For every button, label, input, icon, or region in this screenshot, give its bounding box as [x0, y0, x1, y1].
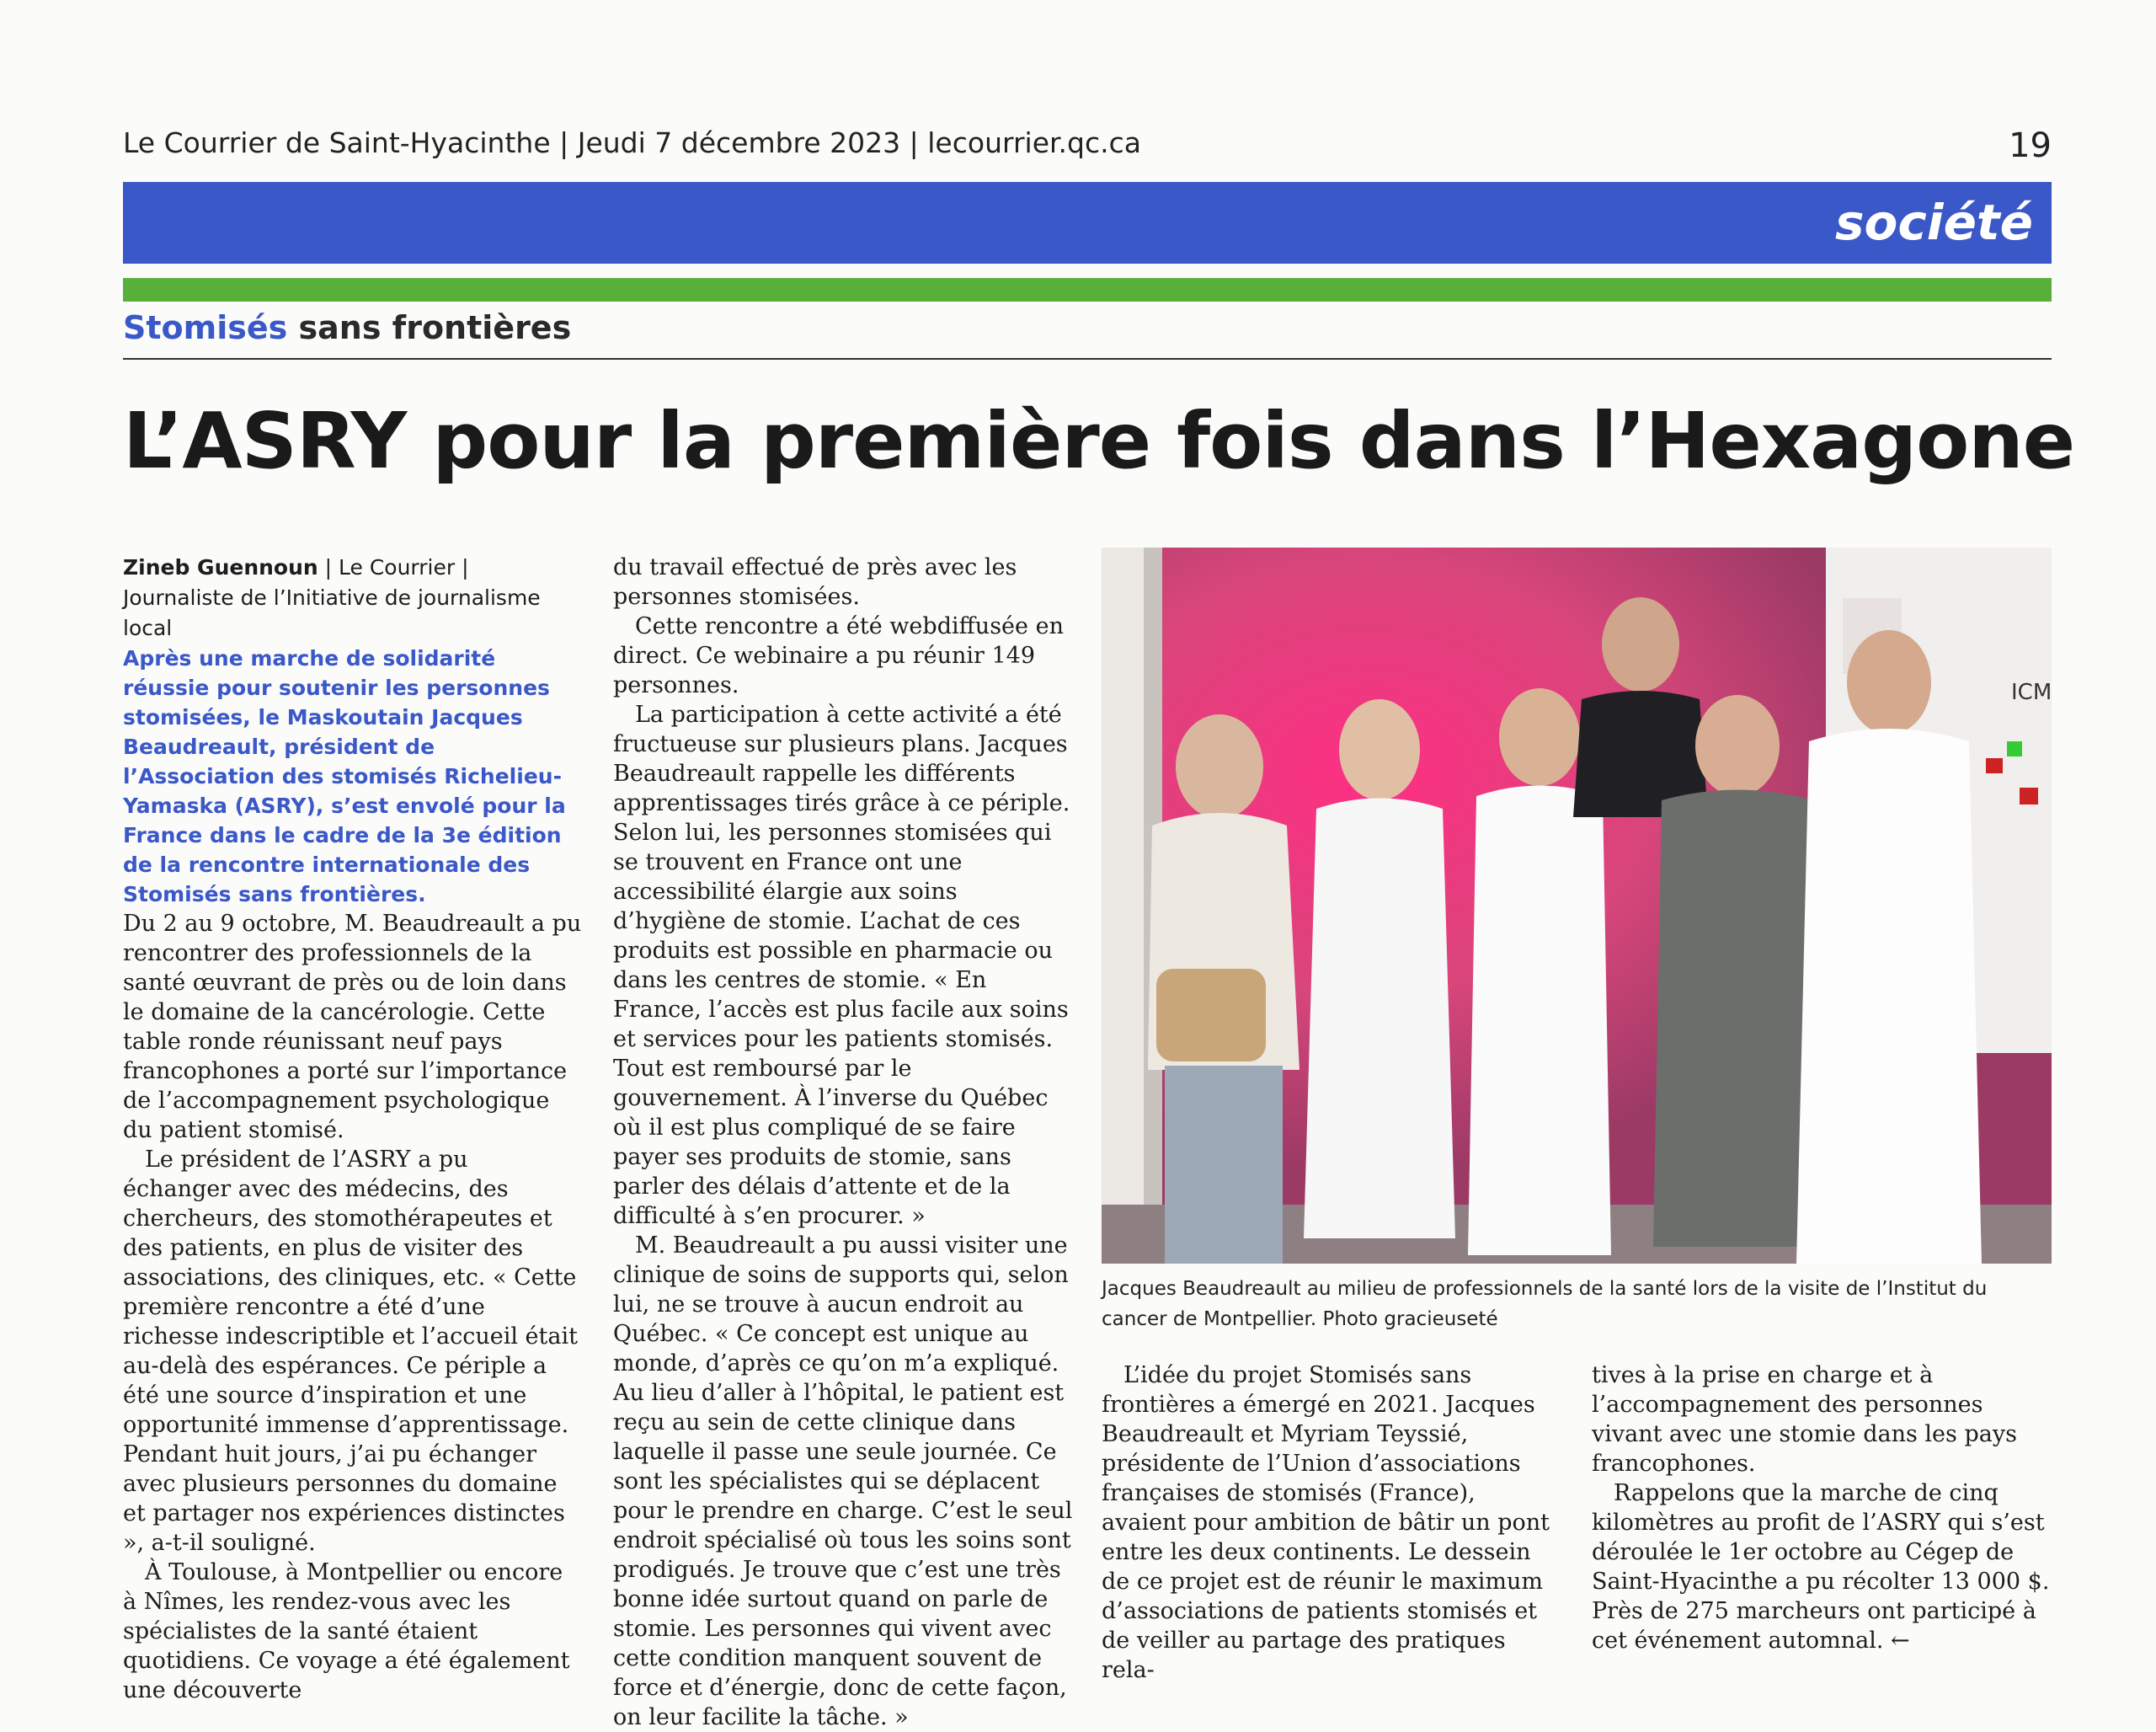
wall-sign: ICM — [2011, 680, 2052, 705]
paragraph: La participation à cette activité a été fructueuse sur plusieurs plans. Jacques Beaudreault rappelle les différents apprentissages tirés grâce à ce périple. Selon lui, les personnes stomisées qui se trouvent en France ont une accessibilité élargie aux soins d’hygiène de stomie. L’achat de ces produits est possible en pharmacie ou dans les centres de stomie. « En France, l’accès est plus facile aux soins et services pour les patients stomisés. Tout est remboursé par le gouvernement. À l’inverse du Québec où il est plus compliqué de se faire payer ses produits de stomie, sans parler des délais d’attente et de la difficulté à s’en procurer. » — [613, 702, 1070, 1229]
article-column-4 — [1592, 1360, 2052, 1655]
byline-rest: | Le Courrier | Journaliste de l’Initiative de journalisme local — [123, 555, 541, 640]
kicker — [123, 309, 571, 346]
paragraph: Cette rencontre a été webdiffusée en direct. Ce webinaire a pu réunir 149 personnes. — [613, 613, 1064, 698]
kicker-rest: sans frontières — [298, 309, 572, 346]
headline: L’ASRY pour la première fois dans l’Hexagone — [123, 396, 2075, 486]
section-label: société — [1834, 194, 2033, 251]
paragraph: M. Beaudreault a pu aussi visiter une clinique de soins de supports qui, selon lui, ne se trouve à aucun endroit au Québec. « Ce concept est unique au monde, d’après ce qu’on m’a expliqué. Au lieu d’aller à l’hôpital, le patient est reçu au sein de cette clinique dans laquelle il passe une seule journée. Ce sont les spécialistes qui se déplacent pour le prendre en charge. C’est le seul endroit spécialisé où tous les soins sont prodigués. Je trouve que c’est une très bonne idée surtout quand on parle de stomie. Les personnes qui vivent avec cette condition manquent souvent de force et d’énergie, donc de cette façon, on leur facilite la tâche. » — [613, 1232, 1073, 1730]
byline — [123, 553, 582, 644]
kicker-highlight: Stomisés — [123, 309, 288, 346]
kicker-rule — [123, 358, 2052, 360]
accent-bar — [123, 278, 2052, 302]
lede: Après une marche de solidarité réussie pour soutenir les personnes stomisées, le Maskoutain Jacques Beaudreault, président de l’Association des stomisés Richelieu-Yamaska (ASRY), s’est envolé pour la France dans le cadre de la 3e édition de la rencontre internationale des Stomisés sans frontières. — [123, 646, 566, 906]
article-column-3 — [1102, 1360, 1561, 1685]
paragraph: L’idée du projet Stomisés sans frontières a émergé en 2021. Jacques Beaudreault et Myriam Teyssié, présidente de l’Union d’associations françaises de stomisés (France), avaient pour ambition de bâtir un pont entre les deux continents. Le dessein de ce projet est de réunir le maximum d’associations de patients stomisés et de veiller au partage des pratiques rela- — [1102, 1362, 1550, 1683]
page-number: 19 — [2009, 126, 2052, 165]
article-column-1 — [123, 553, 582, 1705]
article-column-2 — [613, 553, 1073, 1732]
group-photo-illustration — [1102, 548, 2052, 1264]
paragraph: Du 2 au 9 octobre, M. Beaudreault a pu rencontrer des professionnels de la santé œuvrant de près ou de loin dans le domaine de la cancérologie. Cette table ronde réunissant neuf pays francophones a porté sur l’importance de l’accompagnement psychologique du patient stomisé. — [123, 911, 582, 1143]
masthead-text: Le Courrier de Saint-Hyacinthe | Jeudi 7 décembre 2023 | lecourrier.qc.ca — [123, 126, 1141, 159]
paragraph: tives à la prise en charge et à l’accompagnement des personnes vivant avec une stomie dans les pays francophones. — [1592, 1362, 2017, 1477]
paragraph: Le président de l’ASRY a pu échanger avec des médecins, des chercheurs, des stomothérapeutes et des patients, en plus de visiter des associations, des cliniques, etc. « Cette première rencontre a été d’une richesse indescriptible et l’accueil était au-delà des espérances. Ce périple a été une source d’inspiration et une opportunité immense d’apprentissage. Pendant huit jours, j’ai pu échanger avec plusieurs personnes du domaine et partager nos expériences distinctes », a-t-il souligné. — [123, 1147, 578, 1556]
section-banner — [123, 182, 2052, 264]
photo-caption: Jacques Beaudreault au milieu de professionnels de la santé lors de la visite de l’Institut du cancer de Montpellier. Photo gracieuseté — [1102, 1278, 1988, 1330]
byline-author: Zineb Guennoun — [123, 555, 318, 580]
paragraph: du travail effectué de près avec les personnes stomisées. — [613, 554, 1017, 610]
paragraph: À Toulouse, à Montpellier ou encore à Nîmes, les rendez-vous avec les spécialistes de la santé étaient quotidiens. Ce voyage a été également une découverte — [123, 1559, 570, 1703]
paragraph: Rappelons que la marche de cinq kilomètres au profit de l’ASRY qui s’est déroulée le 1er octobre au Cégep de Saint-Hyacinthe a pu récolter 13 000 $. Près de 275 marcheurs ont participé à cet événement automnal. ← — [1592, 1480, 2050, 1654]
article-photo — [1102, 548, 2052, 1264]
masthead — [123, 126, 2052, 165]
